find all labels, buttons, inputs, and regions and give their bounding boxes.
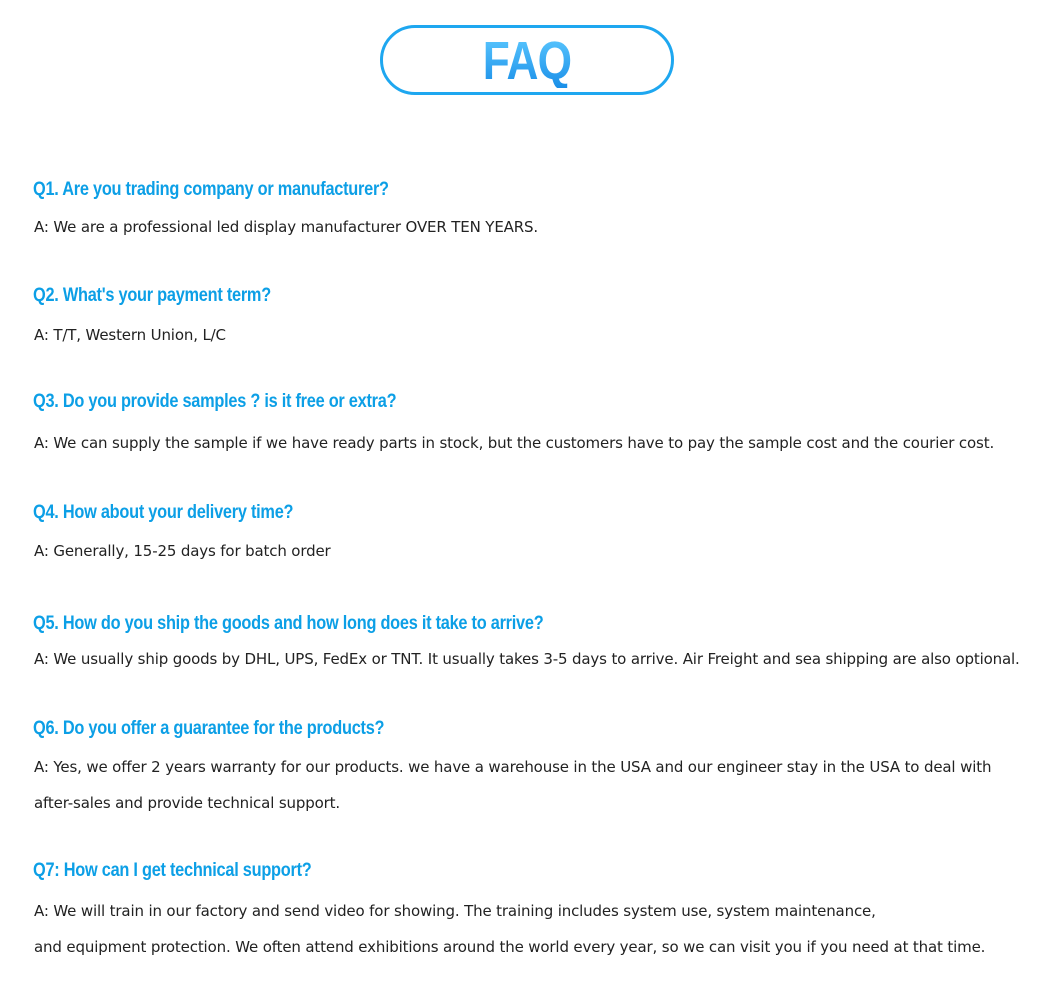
- faq-question-1: Q1. Are you trading company or manufacturer?: [33, 179, 389, 200]
- faq-answer-4-line-1: A: Generally, 15-25 days for batch order: [34, 542, 331, 560]
- faq-answer-3-line-1: A: We can supply the sample if we have ready parts in stock, but the customers have to pay the sample cost and the courier cost.: [34, 434, 995, 452]
- faq-question-4: Q4. How about your delivery time?: [33, 502, 294, 523]
- page-title: FAQ: [482, 31, 572, 91]
- faq-header-badge: [380, 25, 674, 95]
- faq-question-3: Q3. Do you provide samples ? is it free or extra?: [33, 391, 397, 412]
- faq-answer-6-line-2: after-sales and provide technical support.: [34, 794, 340, 812]
- faq-question-2: Q2. What's your payment term?: [33, 285, 271, 306]
- faq-answer-6-line-1: A: Yes, we offer 2 years warranty for our products. we have a warehouse in the USA and our engineer stay in the USA to deal with: [34, 758, 992, 776]
- faq-question-5: Q5. How do you ship the goods and how long does it take to arrive?: [33, 613, 544, 634]
- faq-question-6: Q6. Do you offer a guarantee for the products?: [33, 718, 385, 739]
- faq-answer-2-line-1: A: T/T, Western Union, L/C: [34, 326, 226, 344]
- faq-answer-5-line-1: A: We usually ship goods by DHL, UPS, FedEx or TNT. It usually takes 3-5 days to arrive. Air Freight and sea shipping are also optional.: [34, 650, 1020, 668]
- faq-answer-1-line-1: A: We are a professional led display manufacturer OVER TEN YEARS.: [34, 218, 539, 236]
- faq-answer-7-line-1: A: We will train in our factory and send video for showing. The training includes system use, system maintenance,: [34, 902, 876, 920]
- faq-question-7: Q7: How can I get technical support?: [33, 860, 312, 881]
- faq-answer-7-line-2: and equipment protection. We often attend exhibitions around the world every year, so we can visit you if you need at that time.: [34, 938, 986, 956]
